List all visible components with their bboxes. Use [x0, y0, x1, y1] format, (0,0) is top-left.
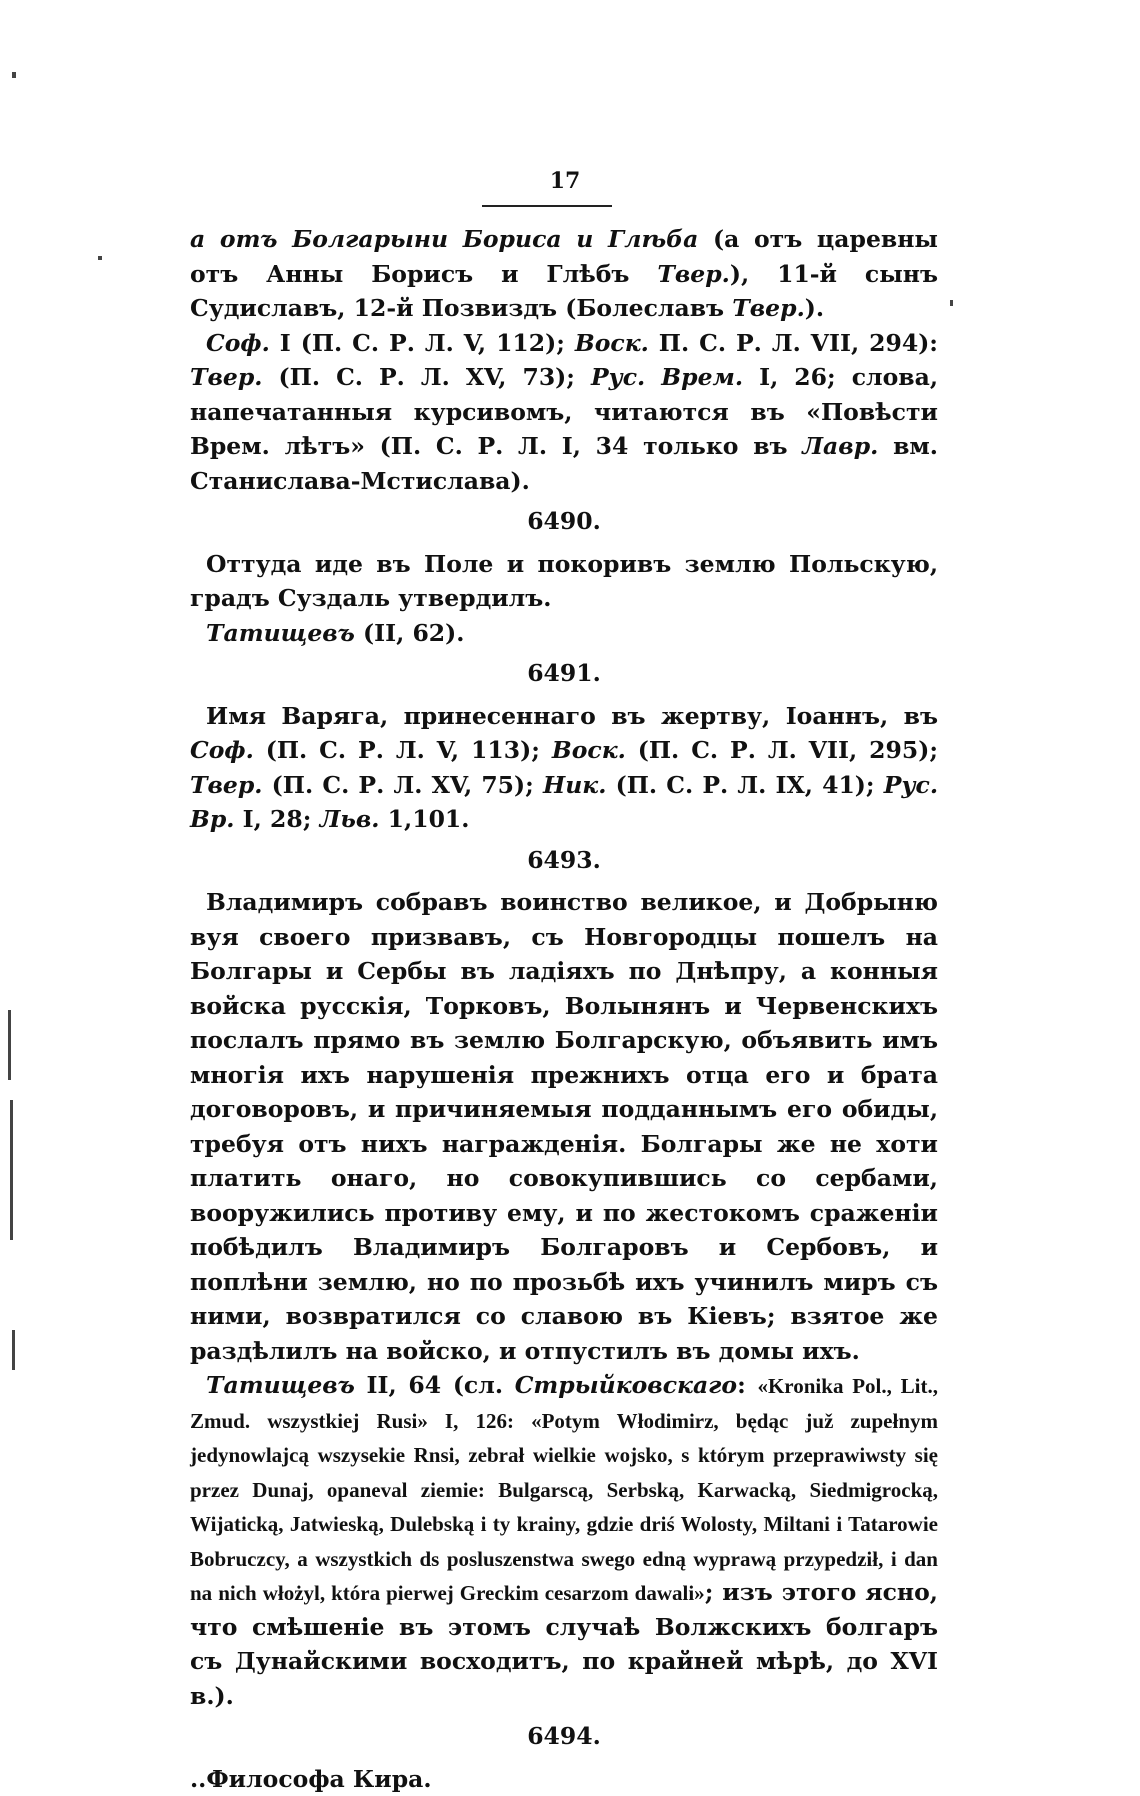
- margin-line: [12, 1330, 15, 1370]
- text-run: 1,101.: [380, 805, 470, 833]
- text-run: (П. С. Р. Л. IX, 41);: [606, 771, 883, 799]
- paragraph-boris-gleb: [190, 222, 938, 326]
- text-run: ; изъ этого ясно, что смѣшеніе въ этомъ случаѣ Волжскихъ болгаръ съ Дунайскими восходитъ, по крайней мѣрѣ, до XVI в.).: [190, 1578, 938, 1710]
- paragraph-tatishchev-64: [190, 1368, 938, 1713]
- italic-text: Лавр.: [802, 432, 878, 460]
- italic-text: Рус. Вр.: [190, 771, 938, 834]
- page-number: 17: [520, 168, 610, 194]
- scan-speck: [98, 256, 102, 260]
- text-run: (II, 62).: [355, 619, 465, 647]
- paragraph-6494: ..Философа Кира.: [190, 1762, 938, 1796]
- text-run: (а отъ царевны отъ Анны Борисъ и Глѣбъ: [190, 225, 938, 288]
- margin-line: [8, 1010, 11, 1080]
- year-heading-6493: 6493.: [190, 843, 938, 878]
- text-run: I (П. С. Р. Л. V, 112);: [270, 329, 575, 357]
- text-run: (П. С. Р. Л. XV, 73);: [263, 363, 592, 391]
- italic-text: Льв.: [320, 805, 380, 833]
- text-run: I, 28;: [234, 805, 319, 833]
- scan-speck: [950, 300, 953, 306]
- italic-text: Твер.: [657, 260, 730, 288]
- paragraph-tatishchev-62: [190, 616, 938, 651]
- paragraph-6491: [190, 699, 938, 837]
- year-heading-6494: 6494.: [190, 1719, 938, 1754]
- text-run: (П. С. Р. Л. V, 113);: [254, 736, 552, 764]
- year-heading-6491: 6491.: [190, 656, 938, 691]
- italic-text: Татищевъ: [206, 1371, 355, 1399]
- margin-line: [10, 1100, 13, 1240]
- text-run: (П. С. Р. Л. XV, 75);: [263, 771, 544, 799]
- text-run: ).: [805, 294, 824, 322]
- italic-text: а отъ Болгарыни Бориса и Глѣба: [190, 225, 698, 253]
- italic-text: Ник.: [543, 771, 606, 799]
- italic-text: Соф.: [206, 329, 270, 357]
- italic-text: Твер.: [190, 363, 263, 391]
- italic-text: Соф.: [190, 736, 254, 764]
- paragraph-sources-1: [190, 326, 938, 499]
- italic-text: Твер.: [732, 294, 805, 322]
- text-run: П. С. Р. Л. VII, 294):: [649, 329, 938, 357]
- text-run: (П. С. Р. Л. VII, 295);: [626, 736, 938, 764]
- paragraph-6493: Владимиръ собравъ воинство великое, и Добрыню вуя своего призвавъ, съ Новгородцы пошелъ на Болгары и Сербы въ ладіяхъ по Днѣпру, а конныя войска русскія, Торковъ, Волынянъ и Червенскихъ послалъ прямо въ землю Болгарскую, объявить имъ многія ихъ нарушенія прежнихъ отца его и брата договоровъ, и причиняемыя подданнымъ его обиды, требуя отъ нихъ награжденія. Болгары же не хоти платить онаго, но совокупившись со сербами, вооружились противу ему, и по жестокомъ сраженіи побѣдилъ Владимиръ Болгаровъ и Сербовъ, и поплѣни землю, но по прозьбѣ ихъ учинилъ миръ съ ними, возвратился со славою въ Кіевъ; взятое же раздѣлилъ на войско, и отпустилъ въ домы ихъ.: [190, 885, 938, 1368]
- text-run: Имя Варяга, принесеннаго въ жертву, Іоаннъ, въ: [206, 702, 938, 730]
- text-run: ), 11-й сынъ Судиславъ, 12-й Позвиздъ (Болеславъ: [190, 260, 938, 323]
- latin-quote: «Kronika Pol., Lit., Zmud. wszystkiej Rusi» I, 126: «Potym Włodimirz, będąc juž zupełnym jedynowlajcą wszysekie Rnsi, zebrał wielkie wojsko, s którym przeprawiwsty się przez Dunaj, opaneval ziemie: Bulgarscą, Serbską, Karwacką, Siedmigrocką, Wijaticką, Jatwieską, Dulebską i ty krainy, gdzie driś Wolosty, Miltani i Tatarowie Bobruczcy, a wszystkich ds posluszenstwa swego edną wyprawą przypedził, i dan na nich włożyl, która pierwej Greckim cesarzom dawali»: [190, 1374, 938, 1605]
- italic-text: Татищевъ: [206, 619, 355, 647]
- page-body: [190, 222, 938, 1796]
- year-heading-6490: 6490.: [190, 504, 938, 539]
- text-run: II, 64 (сл.: [355, 1371, 515, 1399]
- page-number-rule: [482, 205, 612, 207]
- italic-text: Твер.: [190, 771, 263, 799]
- italic-text: Воск.: [575, 329, 649, 357]
- paragraph-6490: Оттуда иде въ Поле и покоривъ землю Польскую, градъ Суздаль утвердилъ.: [190, 547, 938, 616]
- text-run: вм. Станислава-Мстислава).: [190, 432, 938, 495]
- text-run: I, 26; слова, напечатанныя курсивомъ, читаются въ «Повѣсти Врем. лѣтъ» (П. С. Р. Л. I, 34 только въ: [190, 363, 938, 460]
- scan-speck: [12, 72, 16, 78]
- italic-text: Стрыйковскаго: [515, 1371, 737, 1399]
- text-run: :: [737, 1371, 757, 1399]
- italic-text: Рус. Врем.: [591, 363, 743, 391]
- italic-text: Воск.: [552, 736, 626, 764]
